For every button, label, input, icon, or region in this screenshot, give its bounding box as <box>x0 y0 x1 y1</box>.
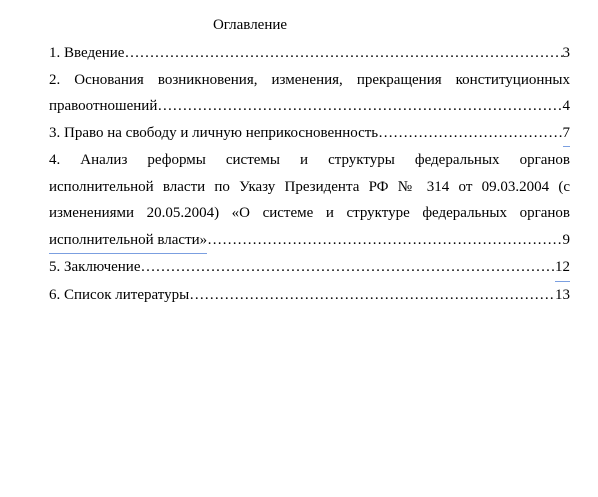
dot-leader <box>157 93 562 120</box>
toc-title: Оглавление <box>212 17 288 33</box>
toc-entry-line <box>49 227 570 255</box>
dot-leader <box>141 254 556 281</box>
toc-page-number: 4 <box>562 98 570 114</box>
toc-entry-text: исполнительной власти» <box>49 227 207 255</box>
toc-entry-text: 5. Заключение <box>49 259 141 275</box>
dot-leader <box>207 227 562 254</box>
toc-entry-executive-reform[interactable] <box>49 147 570 254</box>
toc-entry-text: 6. Список литературы <box>49 286 190 303</box>
toc-entry-text: 1. Введение <box>49 45 125 61</box>
toc-entry-introduction[interactable] <box>49 40 570 67</box>
toc-page-number: 12 <box>555 254 570 282</box>
toc-entry-line <box>49 254 570 282</box>
toc-entry-line: 2. Основания возникновения, изменения, прекращения конституционных <box>49 71 570 88</box>
table-of-contents <box>49 40 570 308</box>
toc-entry-line <box>49 282 570 309</box>
toc-entry-line <box>49 40 570 67</box>
dot-leader <box>378 120 562 147</box>
toc-page-number: 7 <box>563 120 571 148</box>
toc-entry-constitutional-relations[interactable] <box>49 67 570 120</box>
toc-entry-text: правоотношений <box>49 98 158 114</box>
toc-page-number: 3 <box>562 45 570 61</box>
toc-entry-bibliography[interactable] <box>49 282 570 309</box>
toc-entry-line <box>49 93 570 120</box>
dot-leader <box>124 40 562 67</box>
toc-entry-line: исполнительной власти по Указу Президента РФ № 314 от 09.03.2004 (с <box>49 178 570 195</box>
toc-entry-line: 4. Анализ реформы системы и структуры федеральных органов <box>49 152 570 168</box>
toc-entry-line <box>49 120 570 148</box>
toc-page-number: 9 <box>562 231 570 248</box>
toc-page-number: 13 <box>555 286 570 303</box>
toc-entry-right-to-liberty[interactable] <box>49 120 570 148</box>
toc-entry-conclusion[interactable] <box>49 254 570 282</box>
dot-leader <box>189 282 555 309</box>
toc-entry-text: 3. Право на свободу и личную неприкосновенность <box>49 124 379 141</box>
toc-entry-line: изменениями 20.05.2004) «О системе и структуре федеральных органов <box>49 205 570 221</box>
